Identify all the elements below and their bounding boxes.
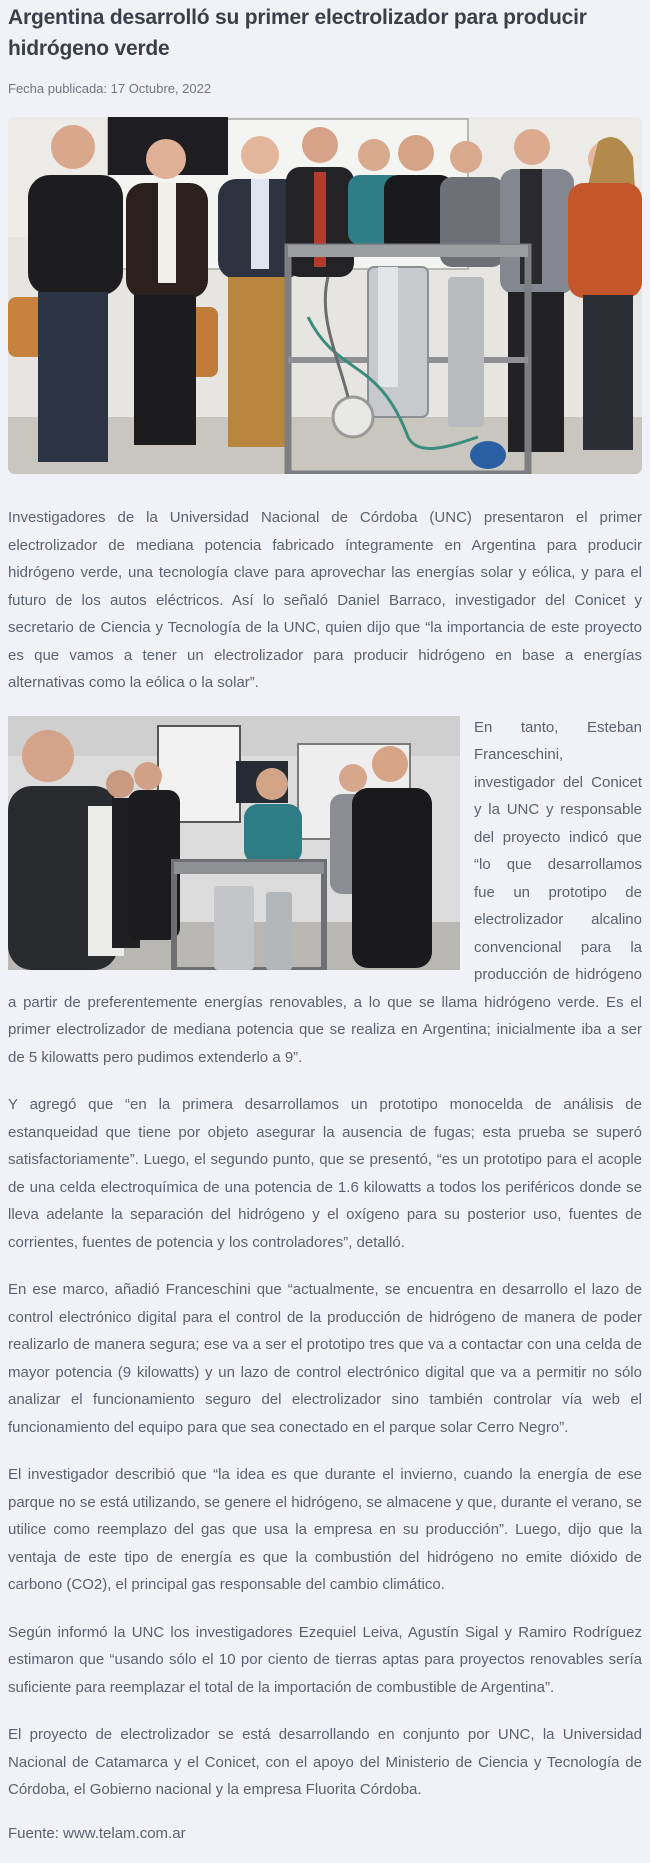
paragraph: Según informó la UNC los investigadores Ezequiel Leiva, Agustín Sigal y Ramiro Rodríguez estimaron que “usando sólo el 10 por ciento de tierras aptas para proyectos renovables sería suficiente para reemplazar el total de la importación de combustible de Argentina”. — [8, 1623, 642, 1696]
researchers-inspecting-electrolyzer — [8, 716, 460, 970]
group-photo-with-electrolyzer — [8, 117, 642, 474]
publish-date: Fecha publicada: 17 Octubre, 2022 — [8, 81, 212, 96]
paragraph: En ese marco, añadió Franceschini que “actualmente, se encuentra en desarrollo el lazo de control electrónico digital para el control de la producción de hidrógeno de manera de poder realizarlo de manera segura; ese va a ser el prototipo tres que va a contactar con una celda de mayor potencia (9 kilowatts) y un lazo de control electrónico digital que va a permitir no sólo analizar el funcionamiento seguro del electrolizador sino también controlar vía web el funcionamiento del equipo para que sea conectado en el parque solar Cerro Negro”. — [8, 1281, 642, 1436]
paragraph: El proyecto de electrolizador se está desarrollando en conjunto por UNC, la Universidad Nacional de Catamarca y el Conicet, con el apoyo del Ministerio de Ciencia y Tecnología de Córdoba, el Gobierno nacional y la empresa Fluorita Córdoba. — [8, 1726, 642, 1798]
paragraph: Investigadores de la Universidad Nacional de Córdoba (UNC) presentaron el primer electrolizador de mediana potencia fabricado íntegramente en Argentina para producir hidrógeno verde, una tecnología clave para aprovechar las energías solar y eólica, y para el futuro de los autos eléctricos. Así lo señaló Daniel Barraco, investigador del Conicet y secretario de Ciencia y Tecnología de la UNC, quien dijo que “la importancia de este proyecto es que vamos a tener un electrolizador para producir hidrógeno en base a energías alternativas como la eólica o la solar”. — [8, 509, 642, 691]
source-credit: Fuente: www.telam.com.ar — [8, 1824, 186, 1842]
hero-photo — [8, 117, 642, 474]
article — [8, 0, 642, 1846]
paragraph: El investigador describió que “la idea es que durante el invierno, cuando la energía de ese parque no se está utilizando, se genere el hidrógeno, se almacene y que, durante el verano, se utilice como reemplazo del gas que usa la empresa en su producción”. Luego, dijo que la ventaja de este tipo de energía es que la combustión del hidrógeno no emite dióxido de carbono (CO2), el principal gas responsable del cambio climático. — [8, 1466, 642, 1593]
paragraph: Y agregó que “en la primera desarrollamos un prototipo monocelda de análisis de estanqueidad que tiene por objeto asegurar la ausencia de fugas; esta prueba se superó satisfactoriamente”. Luego, el segundo punto, que se presentó, “es un prototipo para el acople de una celda electroquímica de una potencia de 1.6 kilowatts a todos los periféricos donde se lleva adelante la separación del hidrógeno y el oxígeno para su posterior uso, fuentes de corrientes, fuentes de potencia y los controladores”, detalló. — [8, 1096, 642, 1251]
inline-photo — [8, 716, 460, 970]
paragraph-with-photo — [8, 714, 642, 1072]
paragraph: En tanto, Esteban Franceschini, investigador del Conicet y la UNC y responsable del proyecto indicó que “lo que desarrollamos fue un prototipo de electrolizador alcalino convencional para la producción de hidrógeno a partir de preferentemente energías renovables, a lo que se llama hidrógeno verde. Es el primer electrolizador de mediana potencia que se realiza en Argentina; inicialmente iba a ser de 5 kilowatts pero pudimos extenderlo a 9”. — [8, 718, 642, 1066]
article-title: Argentina desarrolló su primer electrolizador para producir hidrógeno verde — [8, 6, 587, 60]
